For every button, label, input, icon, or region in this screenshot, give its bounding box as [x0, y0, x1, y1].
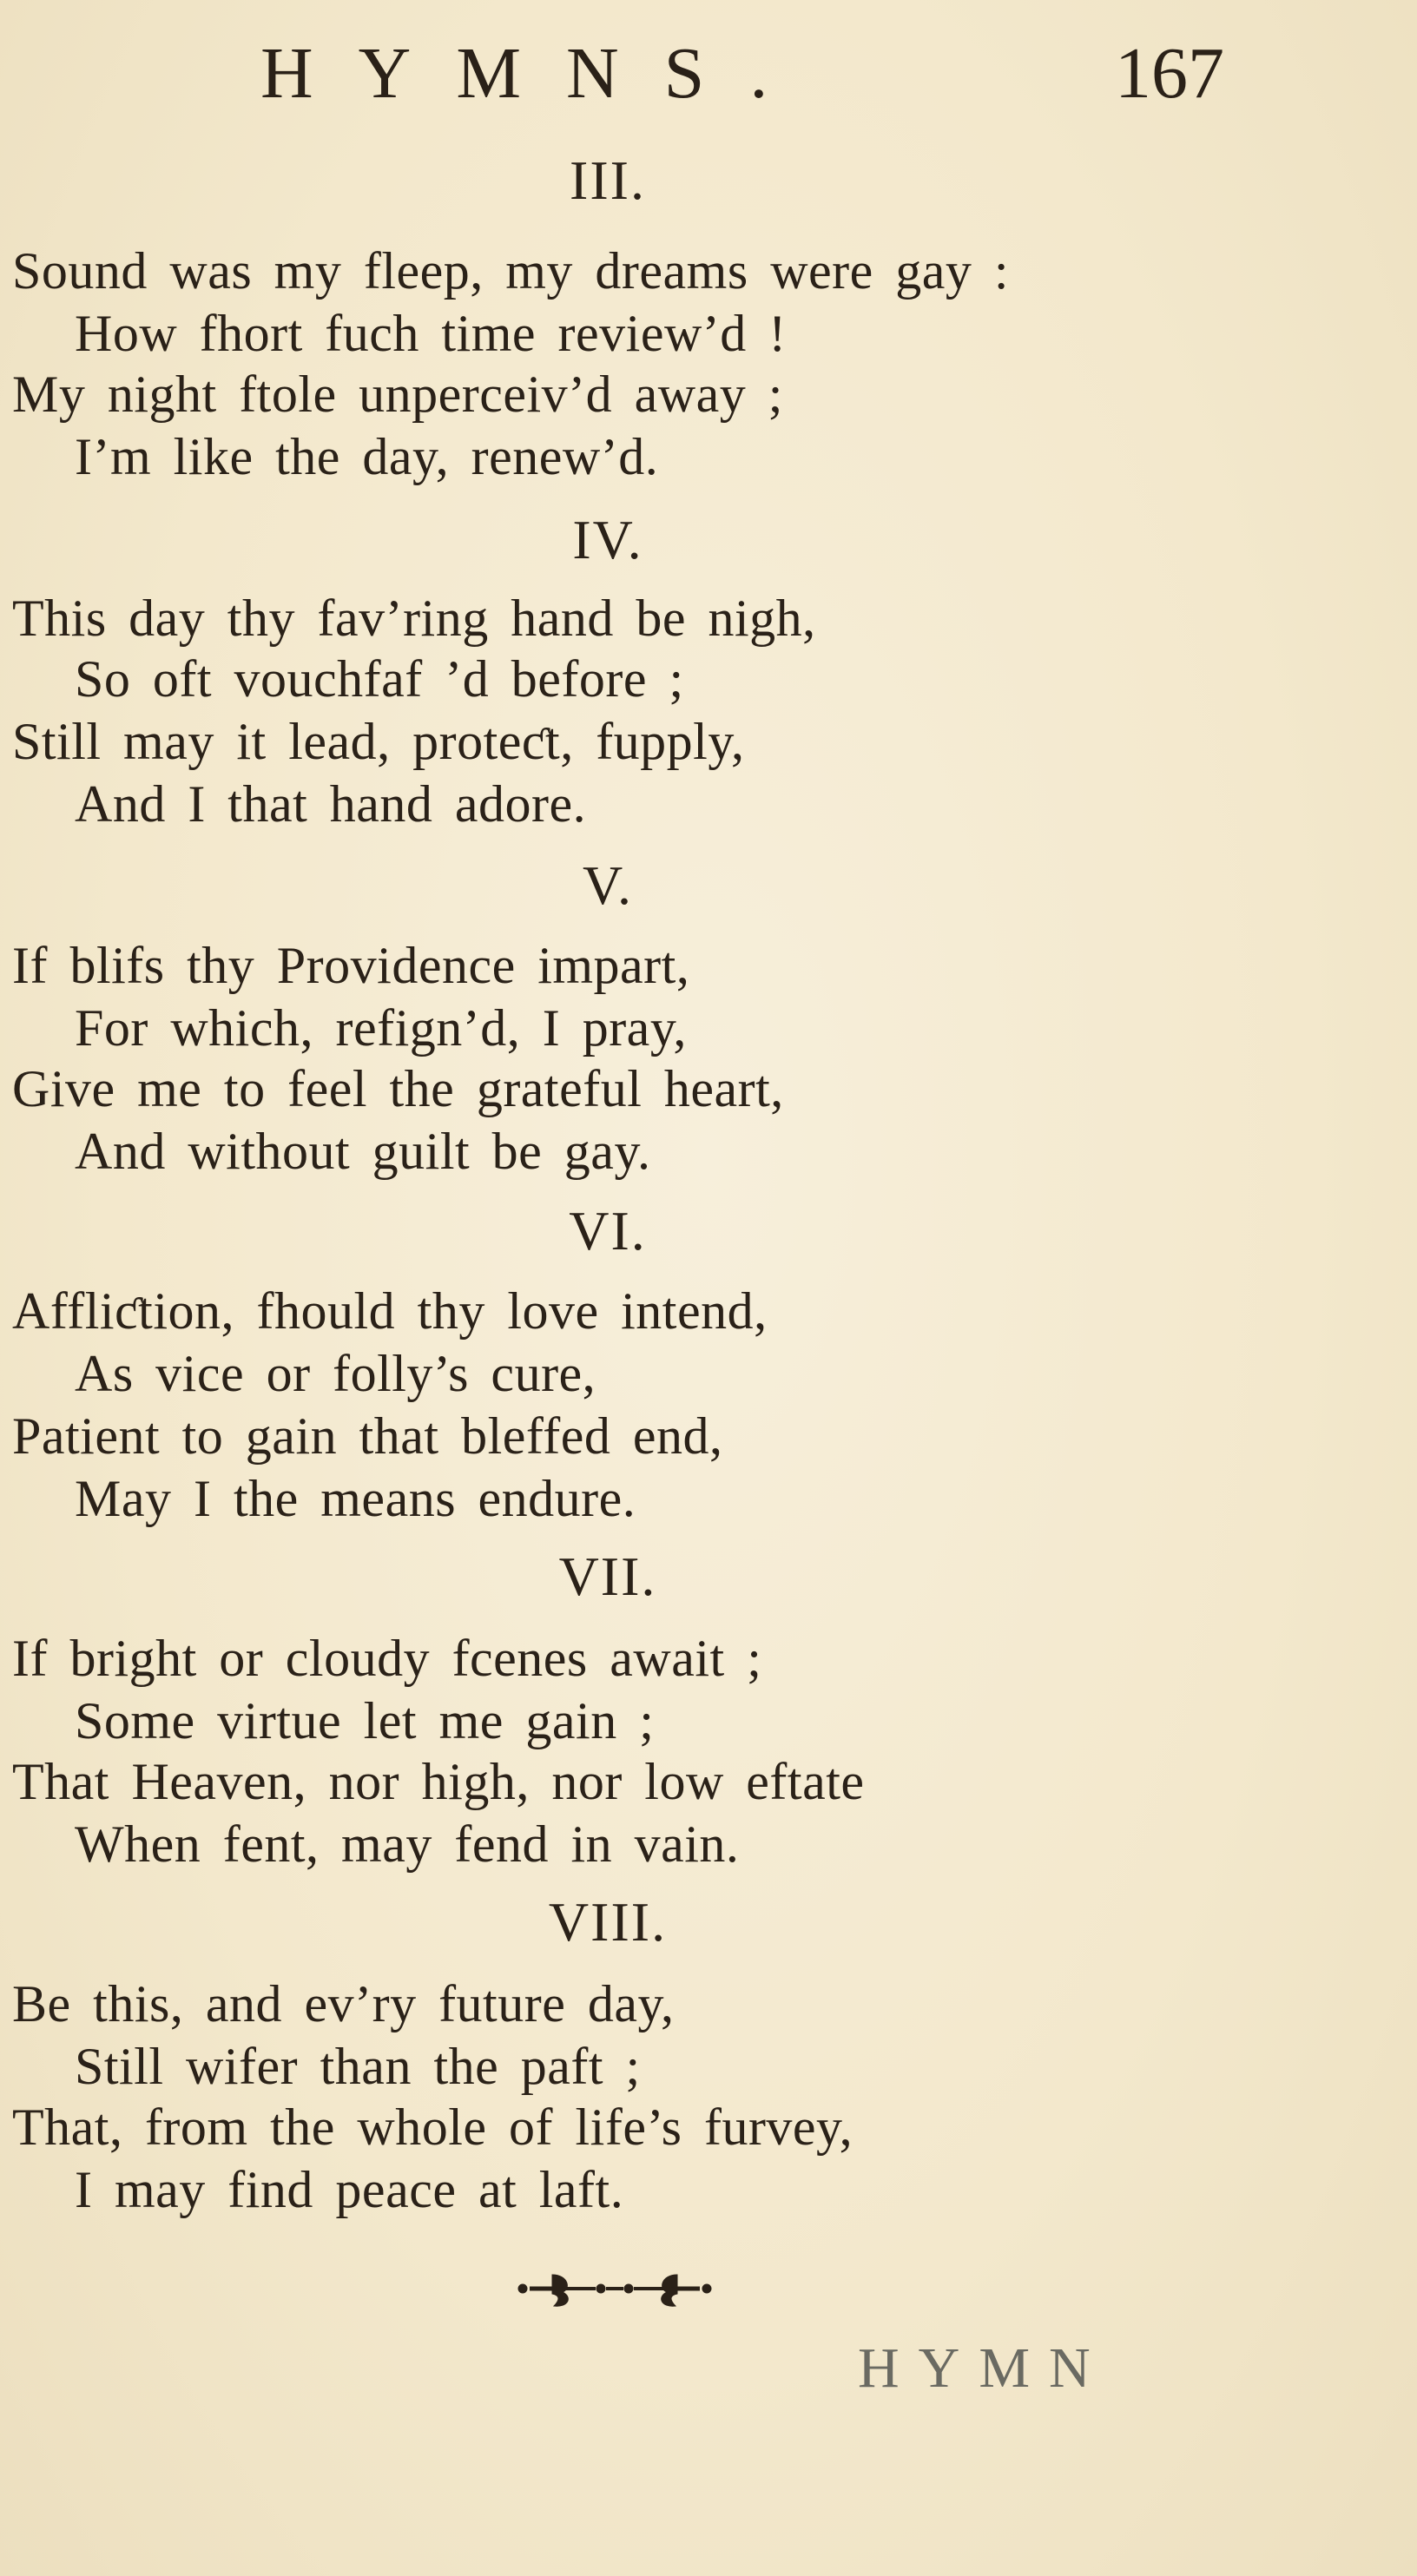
verse-line: I may find peace at laft. [75, 2161, 624, 2218]
verse-line: This day thy fav’ring hand be nigh, [12, 590, 816, 647]
fleuron-ornament-icon [511, 2263, 719, 2315]
running-head: HYMNS. [260, 33, 814, 114]
verse-line: Give me to feel the grateful heart, [12, 1060, 784, 1117]
verse-line: Patient to gain that bleffed end, [12, 1407, 723, 1465]
verse-line: So oft vouchfaf ’d before ; [75, 650, 684, 708]
catchword: HYMN [858, 2336, 1110, 2400]
stanza-numeral-vi: VI. [569, 1200, 647, 1262]
verse-line: May I the means endure. [75, 1470, 636, 1527]
verse-line: And I that hand adore. [75, 775, 587, 833]
verse-line: My night ftole unperceiv’d away ; [12, 366, 783, 423]
page-number: 167 [1115, 33, 1224, 114]
stanza-numeral-iv: IV. [572, 509, 643, 570]
stanza-numeral-v: V. [583, 854, 633, 916]
verse-line: Be this, and ev’ry future day, [12, 1975, 675, 2032]
verse-line: For which, refign’d, I pray, [75, 999, 687, 1057]
verse-line: Affliƈtion, fhould thy love intend, [12, 1282, 768, 1340]
stanza-numeral-vii: VII. [558, 1545, 657, 1607]
verse-line: As vice or folly’s cure, [75, 1345, 596, 1402]
verse-line: Still may it lead, proteƈt, fupply, [12, 713, 745, 770]
verse-line: When fent, may fend in vain. [75, 1815, 740, 1873]
verse-line: Still wifer than the paft ; [75, 2038, 641, 2095]
verse-line: And without guilt be gay. [75, 1123, 651, 1180]
page-header [260, 26, 1242, 122]
verse-line: I’m like the day, renew’d. [75, 428, 659, 485]
verse-line: How fhort fuch time review’d ! [75, 305, 787, 362]
verse-line: That Heaven, nor high, nor low eftate [12, 1753, 865, 1810]
verse-line: Sound was my fleep, my dreams were gay : [12, 242, 1010, 300]
verse-line: Some virtue let me gain ; [75, 1692, 655, 1749]
verse-line: If blifs thy Providence impart, [12, 937, 690, 994]
stanza-numeral-iii: III. [570, 149, 646, 211]
stanza-numeral-viii: VIII. [548, 1891, 668, 1953]
verse-line: That, from the whole of life’s furvey, [12, 2098, 853, 2156]
verse-line: If bright or cloudy fcenes await ; [12, 1630, 762, 1687]
